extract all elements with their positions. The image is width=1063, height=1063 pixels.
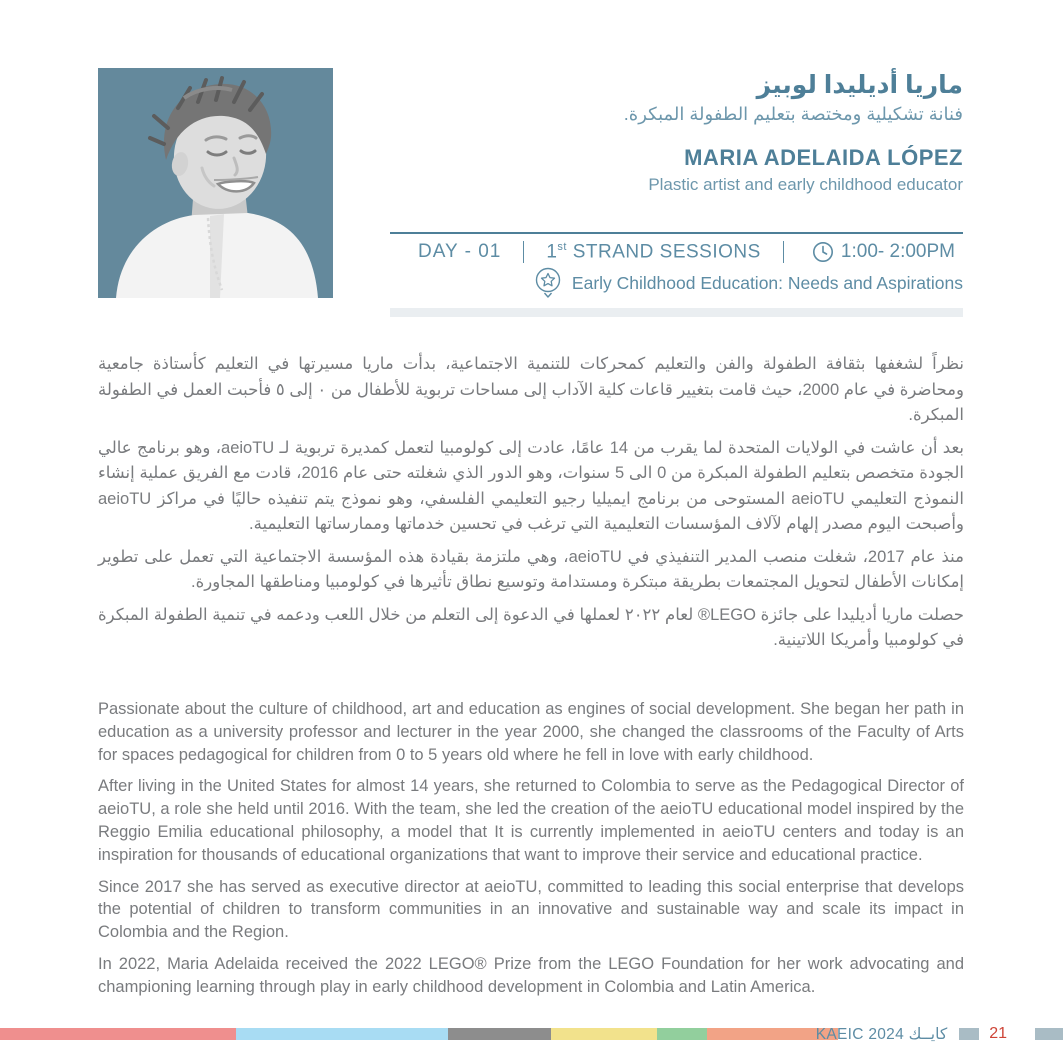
session-day: DAY - 01	[418, 241, 502, 263]
footer-bar-segment	[236, 1028, 448, 1040]
bio-en-paragraph: In 2022, Maria Adelaida received the 2022 LEGO® Prize from the LEGO Foundation for her work advocating and championing learning through play in early childhood development in Colombia and Latin America.	[98, 954, 964, 996]
page-number: 21	[989, 1025, 1007, 1042]
footer-square	[1035, 1028, 1063, 1040]
footer-square	[959, 1028, 979, 1040]
separator	[783, 241, 784, 263]
footer-bar-segment	[551, 1028, 657, 1040]
bio-en-paragraph: After living in the United States for almost 14 years, she returned to Colombia to serve as the Pedagogical Director of aeioTU, a role she held until 2016. With the team, she led the creation of the aeioTU educational model inspired by the Reggio Emilia educational philosophy, a model that It is currently implemented in aeioTU centers and today is an inspiration for thousands of educational organizations that want to improve their service and educational practice.	[98, 777, 964, 864]
clock-icon	[812, 241, 834, 263]
session-row-2	[390, 263, 963, 299]
footer-color-bar	[0, 1028, 838, 1040]
session-strand: 1st STRAND SESSIONS	[546, 241, 761, 263]
speaker-name-arabic: ماريا أديليدا لوبيز	[756, 71, 963, 99]
footer-bar-segment	[657, 1028, 707, 1040]
header	[323, 70, 963, 195]
bio-ar-paragraph: نظراً لشغفها بثقافة الطفولة والفن والتعليم كمحركات للتنمية الاجتماعية، بدأت ماريا مسيرتها في التعليم كأستاذة جامعية ومحاضرة في عام 2000، حيث قامت بتغيير قاعات كلية الآداب إلى مساحات تربوية للأطفال من ٠ إلى ٥ فأحبت العمل في الطفولة المبكرة.	[98, 355, 964, 424]
biography-english	[98, 698, 964, 1008]
footer-brand: KAEIC 2024 كايــك	[815, 1025, 948, 1043]
speaker-title-arabic: فنانة تشكيلية ومختصة بتعليم الطفولة المبكرة.	[623, 104, 963, 124]
portrait-illustration	[98, 68, 333, 298]
separator	[523, 241, 524, 263]
session-time	[812, 241, 955, 263]
biography-arabic	[98, 352, 964, 661]
bio-en-paragraph: Passionate about the culture of childhood, art and education as engines of social development. She began her path in education as a university professor and lecturer in the year 2000, she changed the classrooms of the Faculty of Arts for spaces pedagogical for children from 0 to 5 years old where he fell in love with early childhood.	[98, 700, 964, 764]
star-badge-icon	[534, 267, 562, 299]
session-row-1	[390, 234, 963, 263]
session-topic: Early Childhood Education: Needs and Aspirations	[571, 272, 963, 293]
speaker-photo	[98, 68, 333, 298]
speaker-title-english: Plastic artist and early childhood educator	[648, 175, 963, 194]
bio-ar-paragraph: بعد أن عاشت في الولايات المتحدة لما يقرب من 14 عامًا، عادت إلى كولومبيا لتعمل كمديرة تربوية لـ aeioTU، وهو برنامج عالي الجودة متخصص بتعليم الطفولة المبكرة من 0 الى 5 سنوات، وهو الدور الذي شغلته حتى عام 2016، قادت مع الفريق عملية إنشاء النموذج التعليمي aeioTU المستوحى من برنامج ايميليا رجيو التعليمي الفلسفي، وهو نموذج يتم تنفيذه حاليًا في مراكز aeioTU وأصبحت اليوم مصدر إلهام لآلاف المؤسسات التعليمية التي ترغب في تحسين خدماتها وممارساتها التعليمية.	[98, 438, 964, 533]
session-underline-strip	[390, 308, 963, 317]
session-time-label: 1:00- 2:00PM	[840, 241, 955, 263]
speaker-name-english: MARIA ADELAIDA LÓPEZ	[684, 145, 963, 170]
session-info-bar	[390, 232, 963, 317]
footer-bar-segment	[448, 1028, 551, 1040]
footer-right	[816, 1022, 1063, 1046]
bio-en-paragraph: Since 2017 she has served as executive director at aeioTU, committed to leading this social enterprise that develops the potential of children to transform communities in an innovative and sustainable way and scale its impact in Colombia and the Region.	[98, 877, 964, 942]
bio-ar-paragraph: منذ عام 2017، شغلت منصب المدير التنفيذي في aeioTU، وهي ملتزمة بقيادة هذه المؤسسة الاجتماعية التي تعمل على تطوير إمكانات الأطفال لتحويل المجتمعات بطريقة مبتكرة ومستدامة وتوسيع نطاق تأثيرها في كولومبيا ومناطقها المجاورة.	[98, 547, 964, 591]
bio-ar-paragraph: حصلت ماريا أديليدا على جائزة LEGO® لعام ٢٠٢٢ لعملها في الدعوة إلى التعلم من خلال اللعب ودعمه في تنمية الطفولة المبكرة في كولومبيا وأمريكا اللاتينية.	[98, 605, 964, 649]
footer-bar-segment	[0, 1028, 236, 1040]
